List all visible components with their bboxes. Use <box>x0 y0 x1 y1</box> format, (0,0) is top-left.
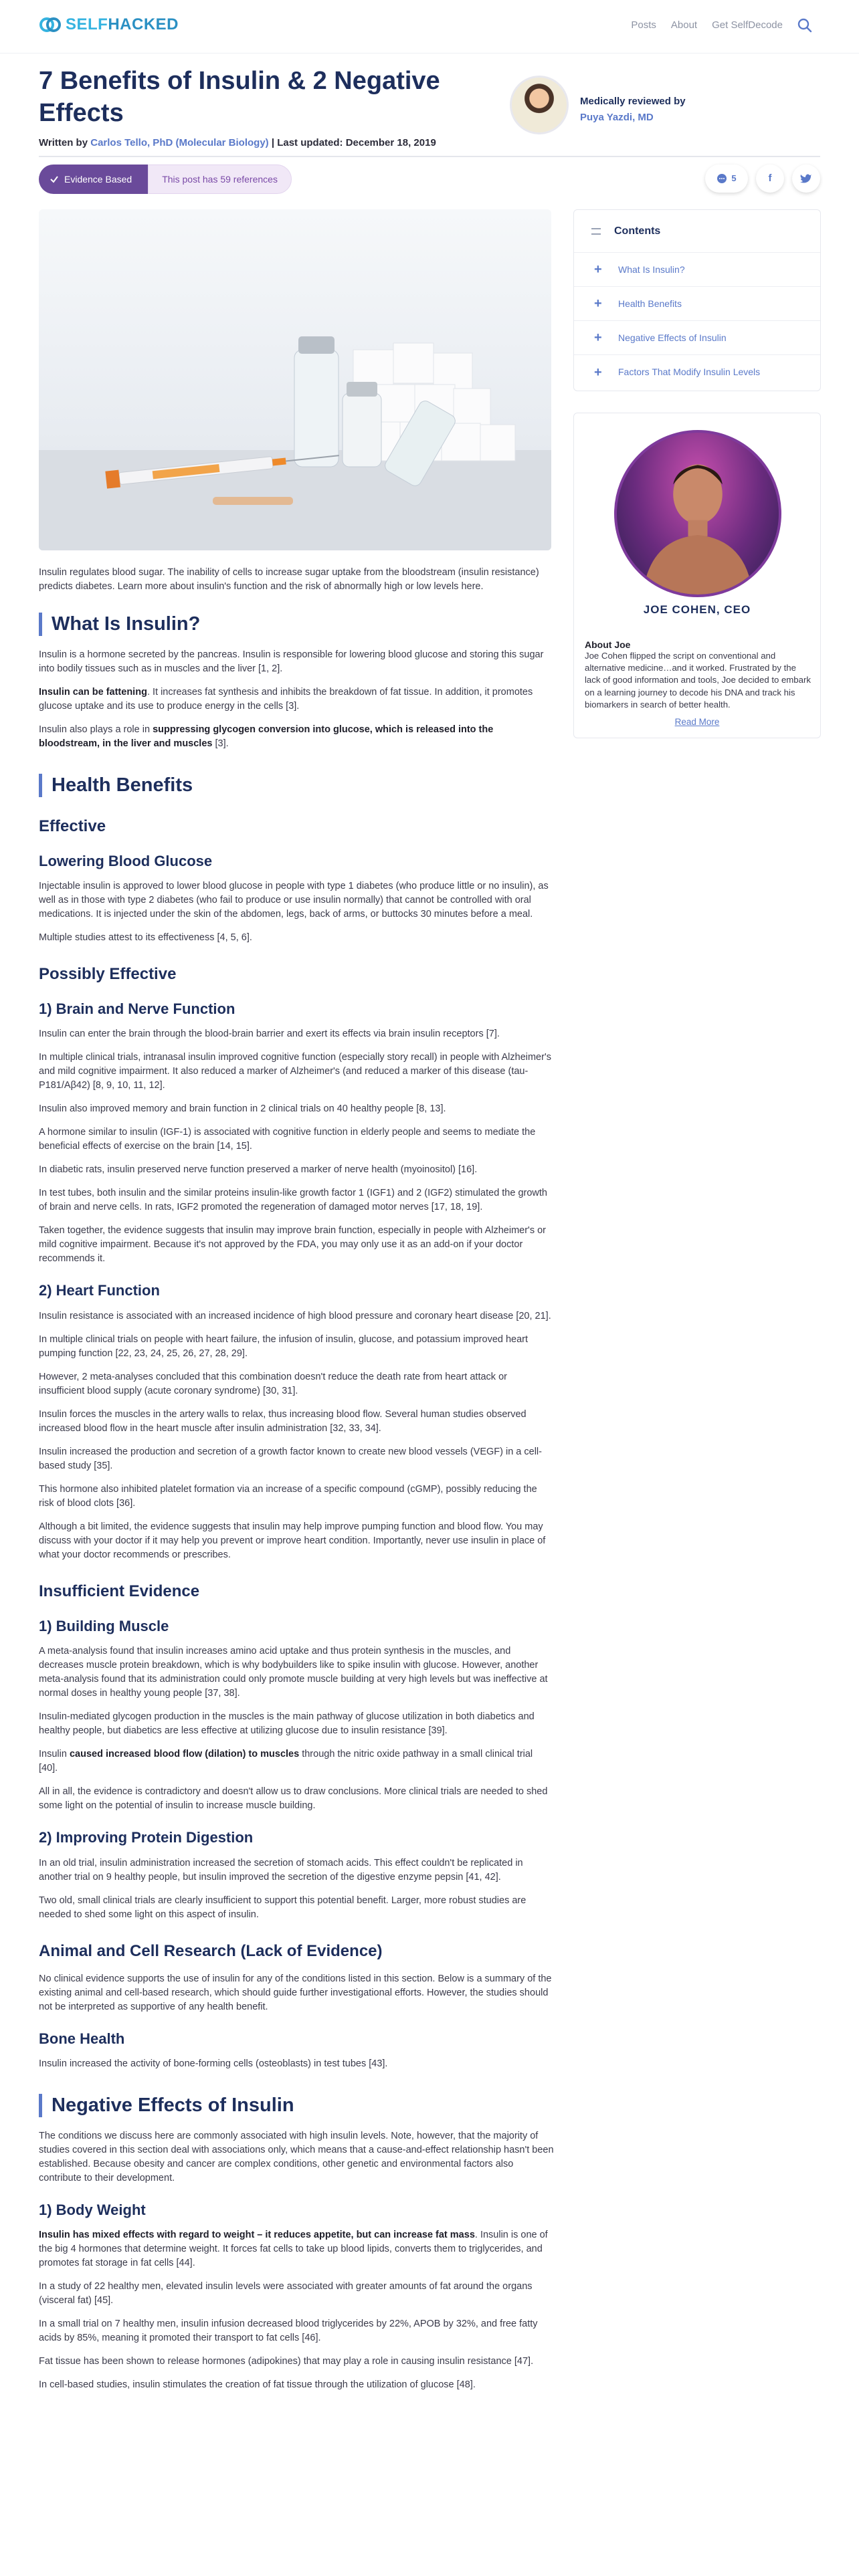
evidence-badge-label: Evidence Based <box>64 173 132 185</box>
subheading-brain-nerve: 1) Brain and Nerve Function <box>39 1000 235 1017</box>
paragraph: Insulin can enter the brain through the blood-brain barrier and exert its effects via brain insulin receptors [7]. <box>39 1029 500 1040</box>
logo-text: SELFHACKED <box>66 15 179 33</box>
twitter-share-button[interactable] <box>792 165 820 193</box>
author-name: JOE COHEN, CEO <box>643 603 751 616</box>
comment-count: 5 <box>731 173 737 183</box>
reviewed-label: Medically reviewed by <box>580 96 686 107</box>
paragraph: However, 2 meta-analyses concluded that this combination doesn't reduce the death rate from heart attack or insufficient blood supply (acute coronary syndrome) [30, 31]. <box>39 1371 507 1396</box>
share-buttons <box>705 165 820 193</box>
paragraph: In multiple clinical trials, intranasal insulin improved cognitive function (especially story recall) in people with Alzheimer's and mild cognitive impairment. It also reduced a marker of Alzheimer's (and reduced a marker of this disease (tau-P181/Aβ42) [8, 9, 10, 11, 12]. <box>39 1052 551 1091</box>
main-nav <box>631 18 812 33</box>
paragraph: In diabetic rats, insulin preserved nerve function preserved a marker of nerve health (myoinositol) [16]. <box>39 1164 478 1176</box>
subheading-building-muscle: 1) Building Muscle <box>39 1617 169 1634</box>
hero-image <box>39 209 551 550</box>
facebook-icon: f <box>768 173 772 185</box>
paragraph: Insulin caused increased blood flow (dilation) to muscles through the nitric oxide pathway in a small clinical trial [40]. <box>39 1749 533 1774</box>
author-card <box>573 413 821 738</box>
comments-button[interactable] <box>705 165 748 193</box>
toc-item-what-is-insulin[interactable] <box>574 253 820 287</box>
paragraph: All in all, the evidence is contradictory and doesn't allow us to draw conclusions. More clinical trials are needed to shed some light on the potential of insulin to increase muscle building. <box>39 1786 548 1812</box>
toc-item-label: Factors That Modify Insulin Levels <box>618 366 761 378</box>
subheading-protein-digestion: 2) Improving Protein Digestion <box>39 1829 254 1846</box>
paragraph: In cell-based studies, insulin stimulates the creation of fat tissue through the utilization of glucose [48]. <box>39 2379 476 2391</box>
insulin-vials-illustration <box>39 209 551 550</box>
byline-prefix: Written by <box>39 137 88 148</box>
author-bio: Joe Cohen flipped the script on conventional and alternative medicine…and it worked. Frustrated by the lack of good information and tools, Joe decided to embark on a learning journey to decode his DNA and track his biomarkers in search of better health. <box>585 651 811 710</box>
nav-about[interactable]: About <box>670 19 698 31</box>
subheading-lowering-blood-glucose: Lowering Blood Glucose <box>39 852 213 869</box>
subheading-body-weight: 1) Body Weight <box>39 2201 146 2218</box>
toc-item-health-benefits[interactable] <box>574 287 820 321</box>
paragraph: Injectable insulin is approved to lower blood glucose in people with type 1 diabetes (who produce little or no insulin), as well as in those with type 2 diabetes (who fail to produce or use insulin normally) that cannot be controlled with oral medications. It is injected under the skin of the abdomen, legs, back of arms, or buttocks 30 minutes before a meal. <box>39 880 549 920</box>
toc-item-label: What Is Insulin? <box>618 263 685 275</box>
section-heading-what-is-insulin: What Is Insulin? <box>39 613 554 636</box>
table-of-contents <box>573 209 821 391</box>
toc-item-negative-effects[interactable] <box>574 321 820 355</box>
checkmark-icon <box>50 175 59 184</box>
paragraph: Fat tissue has been shown to release hormones (adipokines) that may play a role in causing insulin resistance [47]. <box>39 2356 534 2367</box>
article-title: 7 Benefits of Insulin & 2 Negative Effects <box>39 67 440 127</box>
subheading-possibly-effective: Possibly Effective <box>39 964 177 983</box>
site-header <box>0 0 859 53</box>
evidence-based-badge[interactable] <box>39 165 148 194</box>
paragraph: A meta-analysis found that insulin increases amino acid uptake and thus protein synthesis in the muscles, and decreases muscle protein breakdown, which is why bodybuilders like to spike insulin with glucose. However, another meta-analysis found that its administration could only promote muscle building at very high levels but was ineffective at normal doses in healthy young people [37, 38]. <box>39 1646 548 1699</box>
paragraph: In a study of 22 healthy men, elevated insulin levels were associated with greater amounts of fat around the organs (visceral fat) [45]. <box>39 2281 533 2306</box>
comment-icon <box>717 173 727 184</box>
subheading-animal-cell-research: Animal and Cell Research (Lack of Evidence) <box>39 1941 383 1960</box>
reviewer-link[interactable]: Puya Yazdi, MD <box>580 112 654 123</box>
paragraph: Insulin resistance is associated with an increased incidence of high blood pressure and coronary heart disease [20, 21]. <box>39 1310 551 1321</box>
paragraph: No clinical evidence supports the use of insulin for any of the conditions listed in this section. Below is a summary of the existing animal and cell-based research, which should guide further investigational efforts. However, the studies should not be interpreted as supportive of any health benefit. <box>39 1973 552 2012</box>
paragraph: A hormone similar to insulin (IGF-1) is associated with cognitive function in elderly people and seems to mediate the beneficial effects of exercise on the brain [14, 15]. <box>39 1127 536 1152</box>
medical-reviewer <box>510 76 824 146</box>
toc-header[interactable] <box>574 210 820 253</box>
paragraph: Insulin also plays a role in suppressing glycogen conversion into glucose, which is released into the bloodstream, in the liver and muscles [3]. <box>39 724 494 749</box>
post-badges <box>39 165 292 194</box>
paragraph: Although a bit limited, the evidence suggests that insulin may help improve pumping function and blood flow. You may discuss with your doctor if it may help you prevent or improve heart condition. Importantly, never use insulin in place of what your doctor recommends or prescribes. <box>39 1521 546 1560</box>
nav-posts[interactable]: Posts <box>631 19 656 31</box>
paragraph: Insulin forces the muscles in the artery walls to relax, thus increasing blood flow. Several human studies observed increased blood flow in the heart muscle after insulin administration [32, 33, 34]. <box>39 1408 527 1434</box>
paragraph: Insulin has mixed effects with regard to weight – it reduces appetite, but can increase fat mass. Insulin is one of the big 4 hormones that determine weight. It forces fat cells to take up blood lipids, converts them to triglycerides, and promotes fat storage in fat cells [44]. <box>39 2230 548 2269</box>
paragraph: Insulin also improved memory and brain function in 2 clinical trials on 40 healthy people [8, 13]. <box>39 1103 446 1115</box>
article-body <box>39 566 554 2401</box>
search-icon[interactable] <box>797 18 812 33</box>
read-more-link[interactable]: Read More <box>674 717 720 727</box>
reviewer-avatar <box>510 76 569 134</box>
author-portrait <box>617 433 779 595</box>
paragraph: Insulin is a hormone secreted by the pancreas. Insulin is responsible for lowering blood glucose and storing this sugar into bodily tissues such as in muscles and the liver [1, 2]. <box>39 649 544 674</box>
toc-item-label: Negative Effects of Insulin <box>618 332 727 343</box>
selfhacked-logo[interactable] <box>39 13 179 37</box>
about-title: About Joe <box>585 639 631 650</box>
paragraph: The conditions we discuss here are commonly associated with high insulin levels. Note, however, that the majority of studies covered in this section deal with associations only, which means that a cause-and-effect relationship hasn't been established. Because obesity and cancer are complex conditions, other genetic and environmental factors also contribute to their development. <box>39 2130 554 2183</box>
nav-get-selfdecode[interactable]: Get SelfDecode <box>712 19 783 31</box>
subheading-bone-health: Bone Health <box>39 2030 125 2047</box>
byline <box>39 136 436 150</box>
paragraph: Insulin increased the activity of bone-forming cells (osteoblasts) in test tubes [43]. <box>39 2058 388 2069</box>
subheading-effective: Effective <box>39 817 106 835</box>
paragraph: In test tubes, both insulin and the similar proteins insulin-like growth factor 1 (IGF1) and 2 (IGF2) stimulated the growth of brain and nerve cells. In rats, IGF2 promoted the regeneration of damaged motor nerves [17, 18, 19]. <box>39 1188 547 1213</box>
paragraph: Taken together, the evidence suggests that insulin may improve brain function, especially in people with Alzheimer's or mild cognitive impairment. Because it's not approved by the FDA, you may only use it as an add-on if your doctor recommends it. <box>39 1225 546 1265</box>
facebook-share-button[interactable] <box>756 165 784 193</box>
intro-paragraph: Insulin regulates blood sugar. The inability of cells to increase sugar uptake from the bloodstream (insulin resistance) predicts diabetes. Learn more about insulin's function and the risk of abnormally high or low levels here. <box>39 567 539 593</box>
last-updated: | Last updated: December 18, 2019 <box>271 137 436 148</box>
author-photo <box>614 430 781 597</box>
paragraph: Insulin increased the production and secretion of a growth factor known to create new blood vessels (VEGF) in a cell-based study [35]. <box>39 1446 542 1471</box>
subheading-heart-function: 2) Heart Function <box>39 1282 160 1299</box>
paragraph: Two old, small clinical trials are clearly insufficient to support this potential benefit. Larger, more robust studies are needed to shed some light on this aspect of insulin. <box>39 1895 527 1920</box>
toc-item-factors[interactable] <box>574 355 820 389</box>
subheading-insufficient-evidence: Insufficient Evidence <box>39 1582 200 1600</box>
section-heading-health-benefits: Health Benefits <box>39 774 554 797</box>
logo-mark-icon <box>39 13 62 36</box>
paragraph: In a small trial on 7 healthy men, insulin infusion decreased blood triglycerides by 22%, APOB by 32%, and free fatty acids by 85%, meaning it promoted their transport to fat cells [46]. <box>39 2319 538 2344</box>
references-badge[interactable]: This post has 59 references <box>148 165 292 194</box>
plus-icon: + <box>594 330 602 345</box>
paragraph: This hormone also inhibited platelet formation via an increase of a specific compound (cGMP), possibly reducing the risk of blood clots [36]. <box>39 1483 537 1509</box>
plus-icon: + <box>594 364 602 380</box>
paragraph: Multiple studies attest to its effectiveness [4, 5, 6]. <box>39 932 252 943</box>
divider <box>39 156 820 157</box>
twitter-icon <box>800 173 812 184</box>
author-link[interactable]: Carlos Tello, PhD (Molecular Biology) <box>90 137 269 148</box>
paragraph: In multiple clinical trials on people with heart failure, the infusion of insulin, glucose, and potassium improved heart pumping function [22, 23, 24, 25, 26, 27, 28, 29]. <box>39 1333 529 1359</box>
paragraph: In an old trial, insulin administration increased the secretion of stomach acids. This effect couldn't be replicated in another trial on 9 healthy people, but insulin improved the secretion of the digestive enzyme pepsin [41, 42]. <box>39 1857 523 1883</box>
toc-item-label: Health Benefits <box>618 298 682 309</box>
section-heading-negative-effects: Negative Effects of Insulin <box>39 2094 554 2117</box>
paragraph: Insulin-mediated glycogen production in the muscles is the main pathway of glucose utilization in both diabetics and healthy people, but diabetics are less effective at utilizing glucose due to insulin resistance [39]. <box>39 1711 535 1737</box>
plus-icon: + <box>594 296 602 311</box>
list-icon <box>591 228 601 235</box>
paragraph: Insulin can be fattening. It increases fat synthesis and inhibits the breakdown of fat tissue. In addition, it promotes glucose uptake and its use to produce energy in the cells [3]. <box>39 686 533 712</box>
toc-title: Contents <box>614 225 661 237</box>
plus-icon: + <box>594 262 602 277</box>
